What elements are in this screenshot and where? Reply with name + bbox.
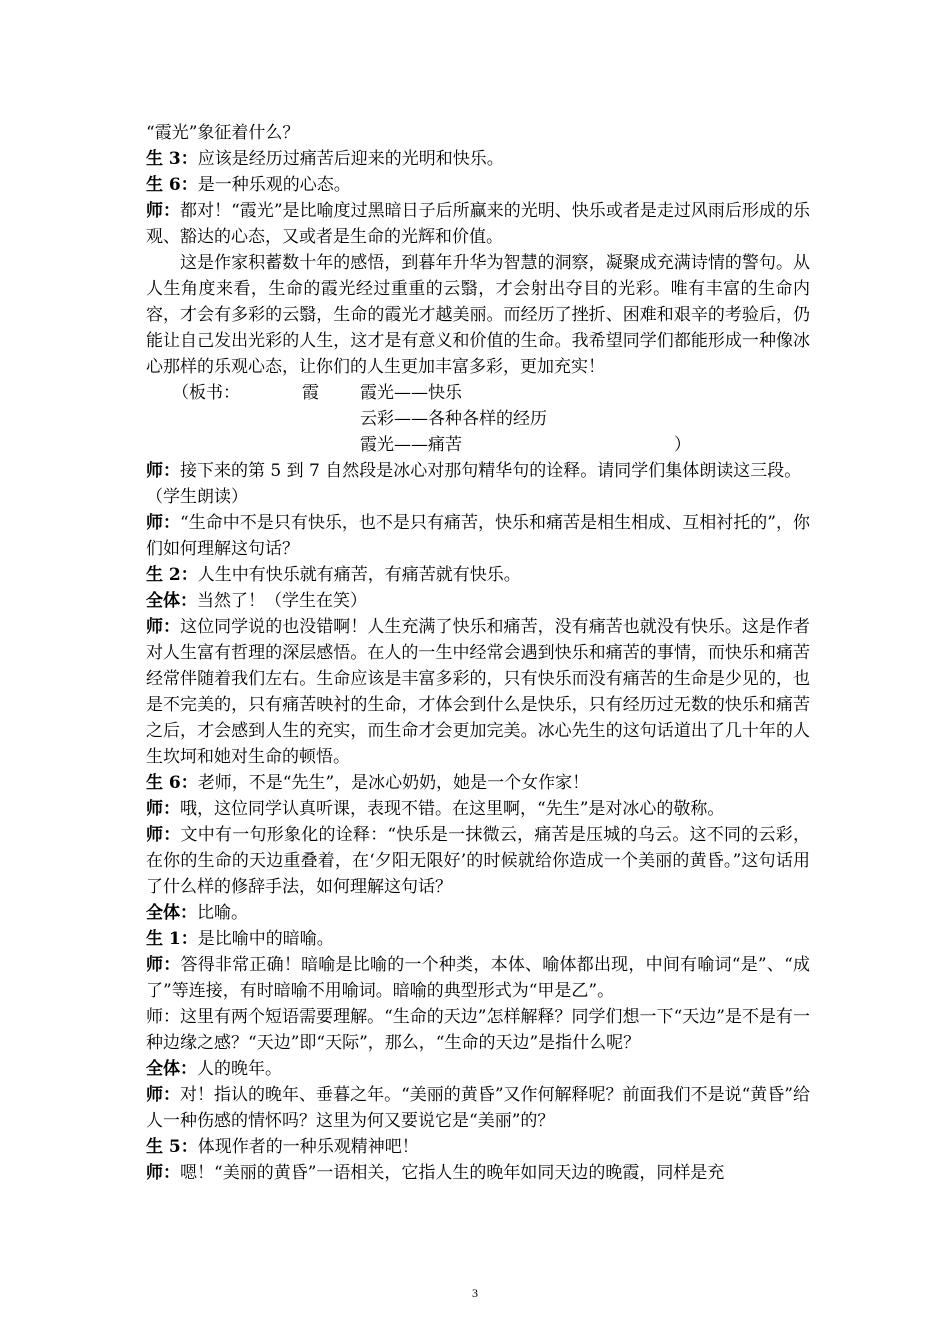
speaker-label: 师： [146,799,180,819]
dialogue-block-2 [146,458,810,1186]
dialogue-line [146,588,810,614]
blackboard-notes [146,380,810,458]
speaker-label: 生 5： [146,1137,198,1157]
dialogue-text: 体现作者的一种乐观精神吧！ [197,1137,419,1157]
dialogue-line [146,250,810,380]
speaker-label: 师： [146,617,181,637]
dialogue-line [146,822,810,900]
dialogue-line [146,1082,810,1134]
dialogue-line [146,1004,810,1056]
dialogue-line [146,484,810,510]
dialogue-text: 人的晚年。 [197,1059,282,1079]
dialogue-line [146,458,810,484]
dialogue-text: “霞光”象征着什么？ [146,123,300,143]
speaker-label: 师： [146,1085,181,1105]
document-body [146,120,810,1186]
board-row-3: 霞光——痛苦 [360,435,462,455]
dialogue-line [146,796,810,822]
dialogue-line [146,146,810,172]
dialogue-line [146,172,810,198]
board-char: 霞 [302,383,319,403]
speaker-label: 生 2： [146,565,198,585]
speaker-label: 师： [146,513,181,533]
dialogue-text: 哦，这位同学认真听课，表现不错。在这里啊，“先生”是对冰心的敬称。 [180,799,725,819]
speaker-label: 师： [146,461,180,481]
board-row-1: 霞光——快乐 [360,383,462,403]
dialogue-text: 比喻。 [197,903,248,923]
dialogue-text: （学生朗读） [146,487,248,507]
dialogue-line [146,198,810,250]
dialogue-line [146,510,810,562]
dialogue-text: 人生中有快乐就有痛苦，有痛苦就有快乐。 [197,565,521,585]
dialogue-text: 老师，不是“先生”，是冰心奶奶，她是一个女作家！ [197,773,590,793]
dialogue-text: 是比喻中的暗喻。 [197,929,334,949]
dialogue-line [146,926,810,952]
dialogue-text: 应该是经历过痛苦后迎来的光明和快乐。 [197,149,504,169]
speaker-label: 师： [146,825,181,845]
dialogue-text: 嗯！“美丽的黄昏”一语相关，它指人生的晚年如同天边的晚霞，同样是充 [180,1163,725,1183]
dialogue-line [146,952,810,1004]
dialogue-text: 答得非常正确！暗喻是比喻的一个种类，本体、喻体都出现，中间有喻词“是”、“成了”等连接，有时暗喻不用喻词。暗喻的典型形式为“甲是乙”。 [146,955,811,1001]
dialogue-text: 都对！“霞光”是比喻度过黑暗日子后所赢来的光明、快乐或者是走过风雨后形成的乐观、豁达的心态，又或者是生命的光辉和价值。 [146,201,810,247]
dialogue-text: 对！指认的晚年、垂暮之年。“美丽的黄昏”又作何解释呢？前面我们不是说“黄昏”给人一种伤感的情怀吗？这里为何又要说它是“美丽”的？ [146,1085,811,1131]
dialogue-text: 当然了！（学生在笑） [197,591,367,611]
dialogue-text: “生命中不是只有快乐，也不是只有痛苦，快乐和痛苦是相生相成、互相衬托的”，你们如何理解这句话？ [146,513,810,559]
dialogue-line [146,900,810,926]
dialogue-text: 这是作家积蓄数十年的感悟，到暮年升华为智慧的洞察，凝聚成充满诗情的警句。从人生角度来看，生命的霞光经过重重的云翳，才会射出夺目的光彩。唯有丰富的生命内容，才会有多彩的云翳，生命的霞光才越美丽。而经历了挫折、困难和艰辛的考验后，仍能让自己发出光彩的人生，这才是有意义和价值的生命。我希望同学们都能形成一种像冰心那样的乐观心态，让你们的人生更加丰富多彩，更加充实！ [146,253,810,377]
dialogue-line [146,1134,810,1160]
speaker-label: 生 6： [146,175,198,195]
dialogue-text: 接下来的第 5 到 7 自然段是冰心对那句精华句的诠释。请同学们集体朗读这三段。 [180,461,802,481]
dialogue-text: 文中有一句形象化的诠释：“快乐是一抹微云，痛苦是压城的乌云。这不同的云彩，在你的生命的天边重叠着，在‘夕阳无限好’的时候就给你造成一个美丽的黄昏。”这句话用了什么样的修辞手法，如何理解这句话？ [146,825,810,897]
speaker-label: 师： [146,201,181,221]
speaker-label: 生 3： [146,149,198,169]
dialogue-line [146,770,810,796]
dialogue-line [146,1160,810,1186]
speaker-label: 生 6： [146,773,198,793]
dialogue-text: 师：这里有两个短语需要理解。“生命的天边”怎样解释？同学们想一下“天边”是不是有一种边缘之感？“天边”即“天际”，那么，“生命的天边”是指什么呢？ [146,1007,810,1053]
speaker-label: 全体： [146,903,197,923]
dialogue-text: 是一种乐观的心态。 [197,175,351,195]
dialogue-line [146,120,810,146]
dialogue-line [146,614,810,770]
page-number: 3 [472,1286,478,1300]
speaker-label: 全体： [146,591,197,611]
speaker-label: 师： [146,1163,180,1183]
board-close: ） [674,435,691,455]
speaker-label: 师： [146,955,181,975]
board-open: （板书： [172,383,240,403]
dialogue-text: 这位同学说的也没错啊！人生充满了快乐和痛苦，没有痛苦也就没有快乐。这是作者对人生富有哲理的深层感悟。在人的一生中经常会遇到快乐和痛苦的事情，而快乐和痛苦经常伴随着我们左右。生命应该是丰富多彩的，只有快乐而没有痛苦的生命是少见的，也是不完美的，只有痛苦映衬的生命，才体会到什么是快乐，只有经历过无数的快乐和痛苦之后，才会感到人生的充实，而生命才会更加完美。冰心先生的这句话道出了几十年的人生坎坷和她对生命的顿悟。 [146,617,811,767]
speaker-label: 生 1： [146,929,198,949]
speaker-label: 全体： [146,1059,197,1079]
dialogue-block-1 [146,120,810,380]
dialogue-line [146,562,810,588]
board-row-2: 云彩——各种各样的经历 [360,409,547,429]
dialogue-line [146,1056,810,1082]
